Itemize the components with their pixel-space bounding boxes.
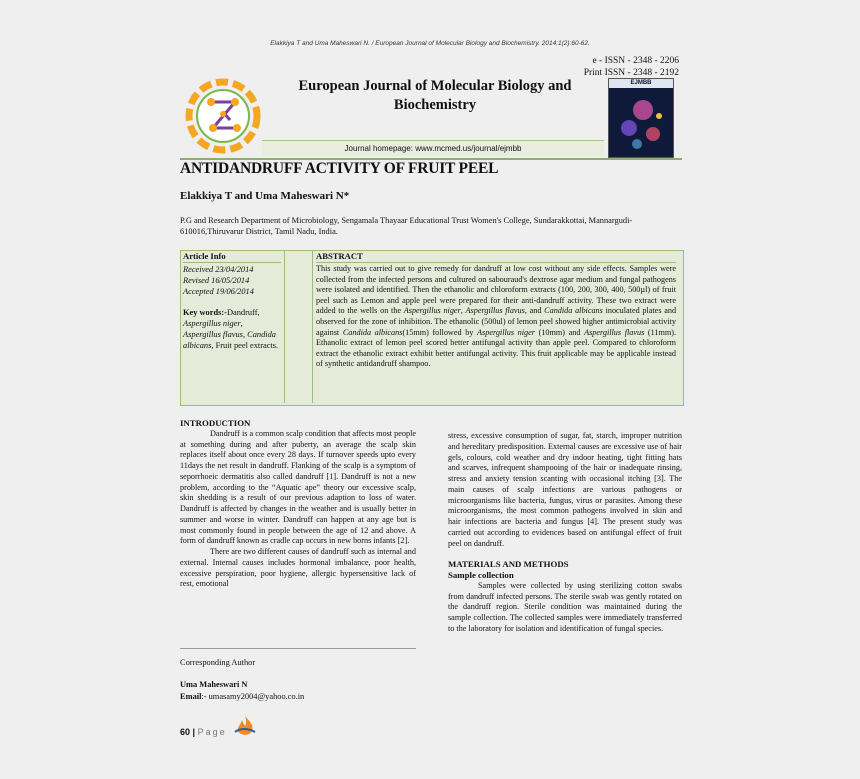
eissn: e - ISSN - 2348 - 2206 <box>592 56 679 66</box>
received-date: Received 23/04/2014 <box>183 265 254 274</box>
journal-title-line-1: European Journal of Molecular Biology and <box>298 78 572 94</box>
abstract-text <box>316 264 676 370</box>
accepted-date: Accepted 19/06/2014 <box>183 287 254 296</box>
journal-title-line-2: Biochemistry <box>393 97 477 113</box>
journal-logo <box>182 76 264 156</box>
revised-date: Revised 16/05/2014 <box>183 276 250 285</box>
left-column <box>180 418 416 590</box>
article-dates <box>183 264 281 297</box>
abstract-run: (15mm) followed by <box>402 327 474 337</box>
cover-artwork <box>609 88 673 156</box>
author-email <box>180 692 304 701</box>
sample-collection-heading: Sample collection <box>448 570 514 580</box>
abstract-run: inoculated plates and observed for the zone of inhibition. The ethanolic (500ul) of lemon peel showed higher antimicrobial activity against <box>316 306 677 337</box>
keywords-label: Key words:- <box>183 308 227 317</box>
footnote-rule <box>180 648 416 649</box>
methods-heading: MATERIALS AND METHODS <box>448 559 569 570</box>
abstract-run: (10mm) and <box>538 327 581 337</box>
publisher-flame-icon <box>232 714 258 738</box>
authors: Elakkiya T and Uma Maheswari N* <box>180 190 350 202</box>
species-name: Candida albicans <box>342 327 403 337</box>
species-name: Aspergillus flavus <box>465 306 525 316</box>
introduction-heading: INTRODUCTION <box>180 418 251 428</box>
page-word: Page <box>197 727 227 737</box>
keyword: Dandruff, <box>226 308 260 317</box>
abstract-run: , <box>460 306 463 316</box>
article-title: ANTIDANDRUFF ACTIVITY OF FRUIT PEEL <box>180 160 499 177</box>
species-name: Candida albicans <box>544 306 603 316</box>
print-issn: Print ISSN - 2348 - 2192 <box>583 68 679 78</box>
affiliation: P.G and Research Department of Microbiology, Sengamala Thayaar Educational Trust Women's College, Sundarakkottai, Mannargudi-610016,Thiruvarur District, Tamil Nadu, India. <box>180 216 633 236</box>
abstract-run: , and <box>524 306 542 316</box>
page-number-value: 60 <box>180 727 191 737</box>
page-separator: | <box>192 727 196 737</box>
keyword: , Fruit peel extracts. <box>211 341 279 350</box>
journal-cover-image <box>608 78 674 158</box>
box-divider <box>284 251 285 403</box>
running-citation: Elakkiya T and Uma Maheswari N. / European Journal of Molecular Biology and Biochemistry. 2014;1(2):60-62. <box>270 40 590 47</box>
page-number <box>180 727 227 737</box>
author-name: Uma Maheswari N <box>180 680 248 689</box>
intro-paragraph-2: There are two different causes of dandruff such as internal and external. Internal causes includes hormonal imbalance, poor health, excessive perspiration, poor hygiene, allergic hypersensitive lack of rest, emotional <box>180 547 416 589</box>
keyword: Aspergillus niger <box>183 319 241 328</box>
email-address: :- umasamy2004@yahoo.co.in <box>201 692 305 701</box>
species-name: Aspergillus niger <box>477 327 535 337</box>
abstract-heading: ABSTRACT <box>316 251 676 263</box>
abstract-run: (11mm). Ethanolic extract of lemon peel scored better antifungal activity than apple peel. Compared to chloroform extract the ethanolic extract exhibit better antifungal activity. This fruit applicable may be applicable instead of synthetic antidandruff shampoo. <box>316 327 677 369</box>
keyword: Aspergillus flavus <box>183 330 243 339</box>
article-info-heading: Article Info <box>183 251 281 263</box>
box-divider <box>312 251 313 403</box>
methods-paragraph-1: Samples were collected by using sterilizing cotton swabs from dandruff infected persons. The sterile swab was gently rotated on the dandruff region. Sterile condition was maintained during the sample collection. The collected samples were immediately transferred to the laboratory for isolation and identification of fungal species. <box>448 580 682 633</box>
right-column <box>448 431 682 635</box>
cover-label: EJMBB <box>609 79 673 88</box>
article-info <box>183 251 281 351</box>
journal-homepage: Journal homepage: www.mcmed.us/journal/ejmbb <box>262 140 604 156</box>
keyword: Candida albicans <box>183 330 276 350</box>
intro-paragraph-3: stress, excessive consumption of sugar, fat, starch, improper nutrition and hereditary predisposition. External causes are excessive use of hair gels, colours, cold weather and dry indoor heating, tight fitting hats and scarves, infrequent shampooing of the hair or inadequate rinsing, stress and anxiety tension scanting with occasional itching [3]. The main causes of scalp infections are various pathogens or microorganisms like bacteria, fungus, virus or parasites. Among these microorganisms, the most common pathogens involved in skin and hair infections are bacteria and fungus [4]. The present study was carried out according to evidences based on antifungal effect of fruit peel on dandruff. <box>448 431 682 548</box>
intro-paragraph-1: Dandruff is a common scalp condition that affects most people at something during and after puberty, an average the scalp skin replaces itself about once every 28 days. If turnover speeds upto every 11days the net result in dandruff. Flanking of the scalp is a symptom of seporrhoeic dermatitis also called dandruff [1]. Dandruff is not a new problem, according to the “Aquatic ape” theory our excessive scalp, skin shedding is a result of our previous adaption to loss of water. Dandruff is affected by changes in the weather and is usually better in summer and worse in winter. Dandruff can happen at any age but is most commonly found in people between the age of 12 and above. A form of dandruff known as cradle cap occurs in new borns infants [2]. <box>180 428 416 546</box>
species-name: Aspergillus flavus <box>584 327 645 337</box>
email-label: Email <box>180 692 202 701</box>
abstract <box>316 251 676 370</box>
corresponding-author-label: Corresponding Author <box>180 658 256 667</box>
journal-title <box>270 77 600 115</box>
keyword-sep: , <box>240 319 243 328</box>
species-name: Aspergillus niger <box>403 306 461 316</box>
abstract-run: This study was carried out to give remedy for dandruff at low cost without any side effects. Samples were collected from the infected persons and cultured on sabouraud's dextrose agar medium and fungal pathogens were isolated and identified. Then the ethanolic and chloroform extracts (100, 200, 300, 400, 500µl) of fruit peel such as Lemon and apple peel were prepared for their anti-dandruff activity. These two extract were added to the wells on the <box>316 264 676 316</box>
keyword-sep: , <box>242 330 246 339</box>
keywords <box>183 307 281 351</box>
